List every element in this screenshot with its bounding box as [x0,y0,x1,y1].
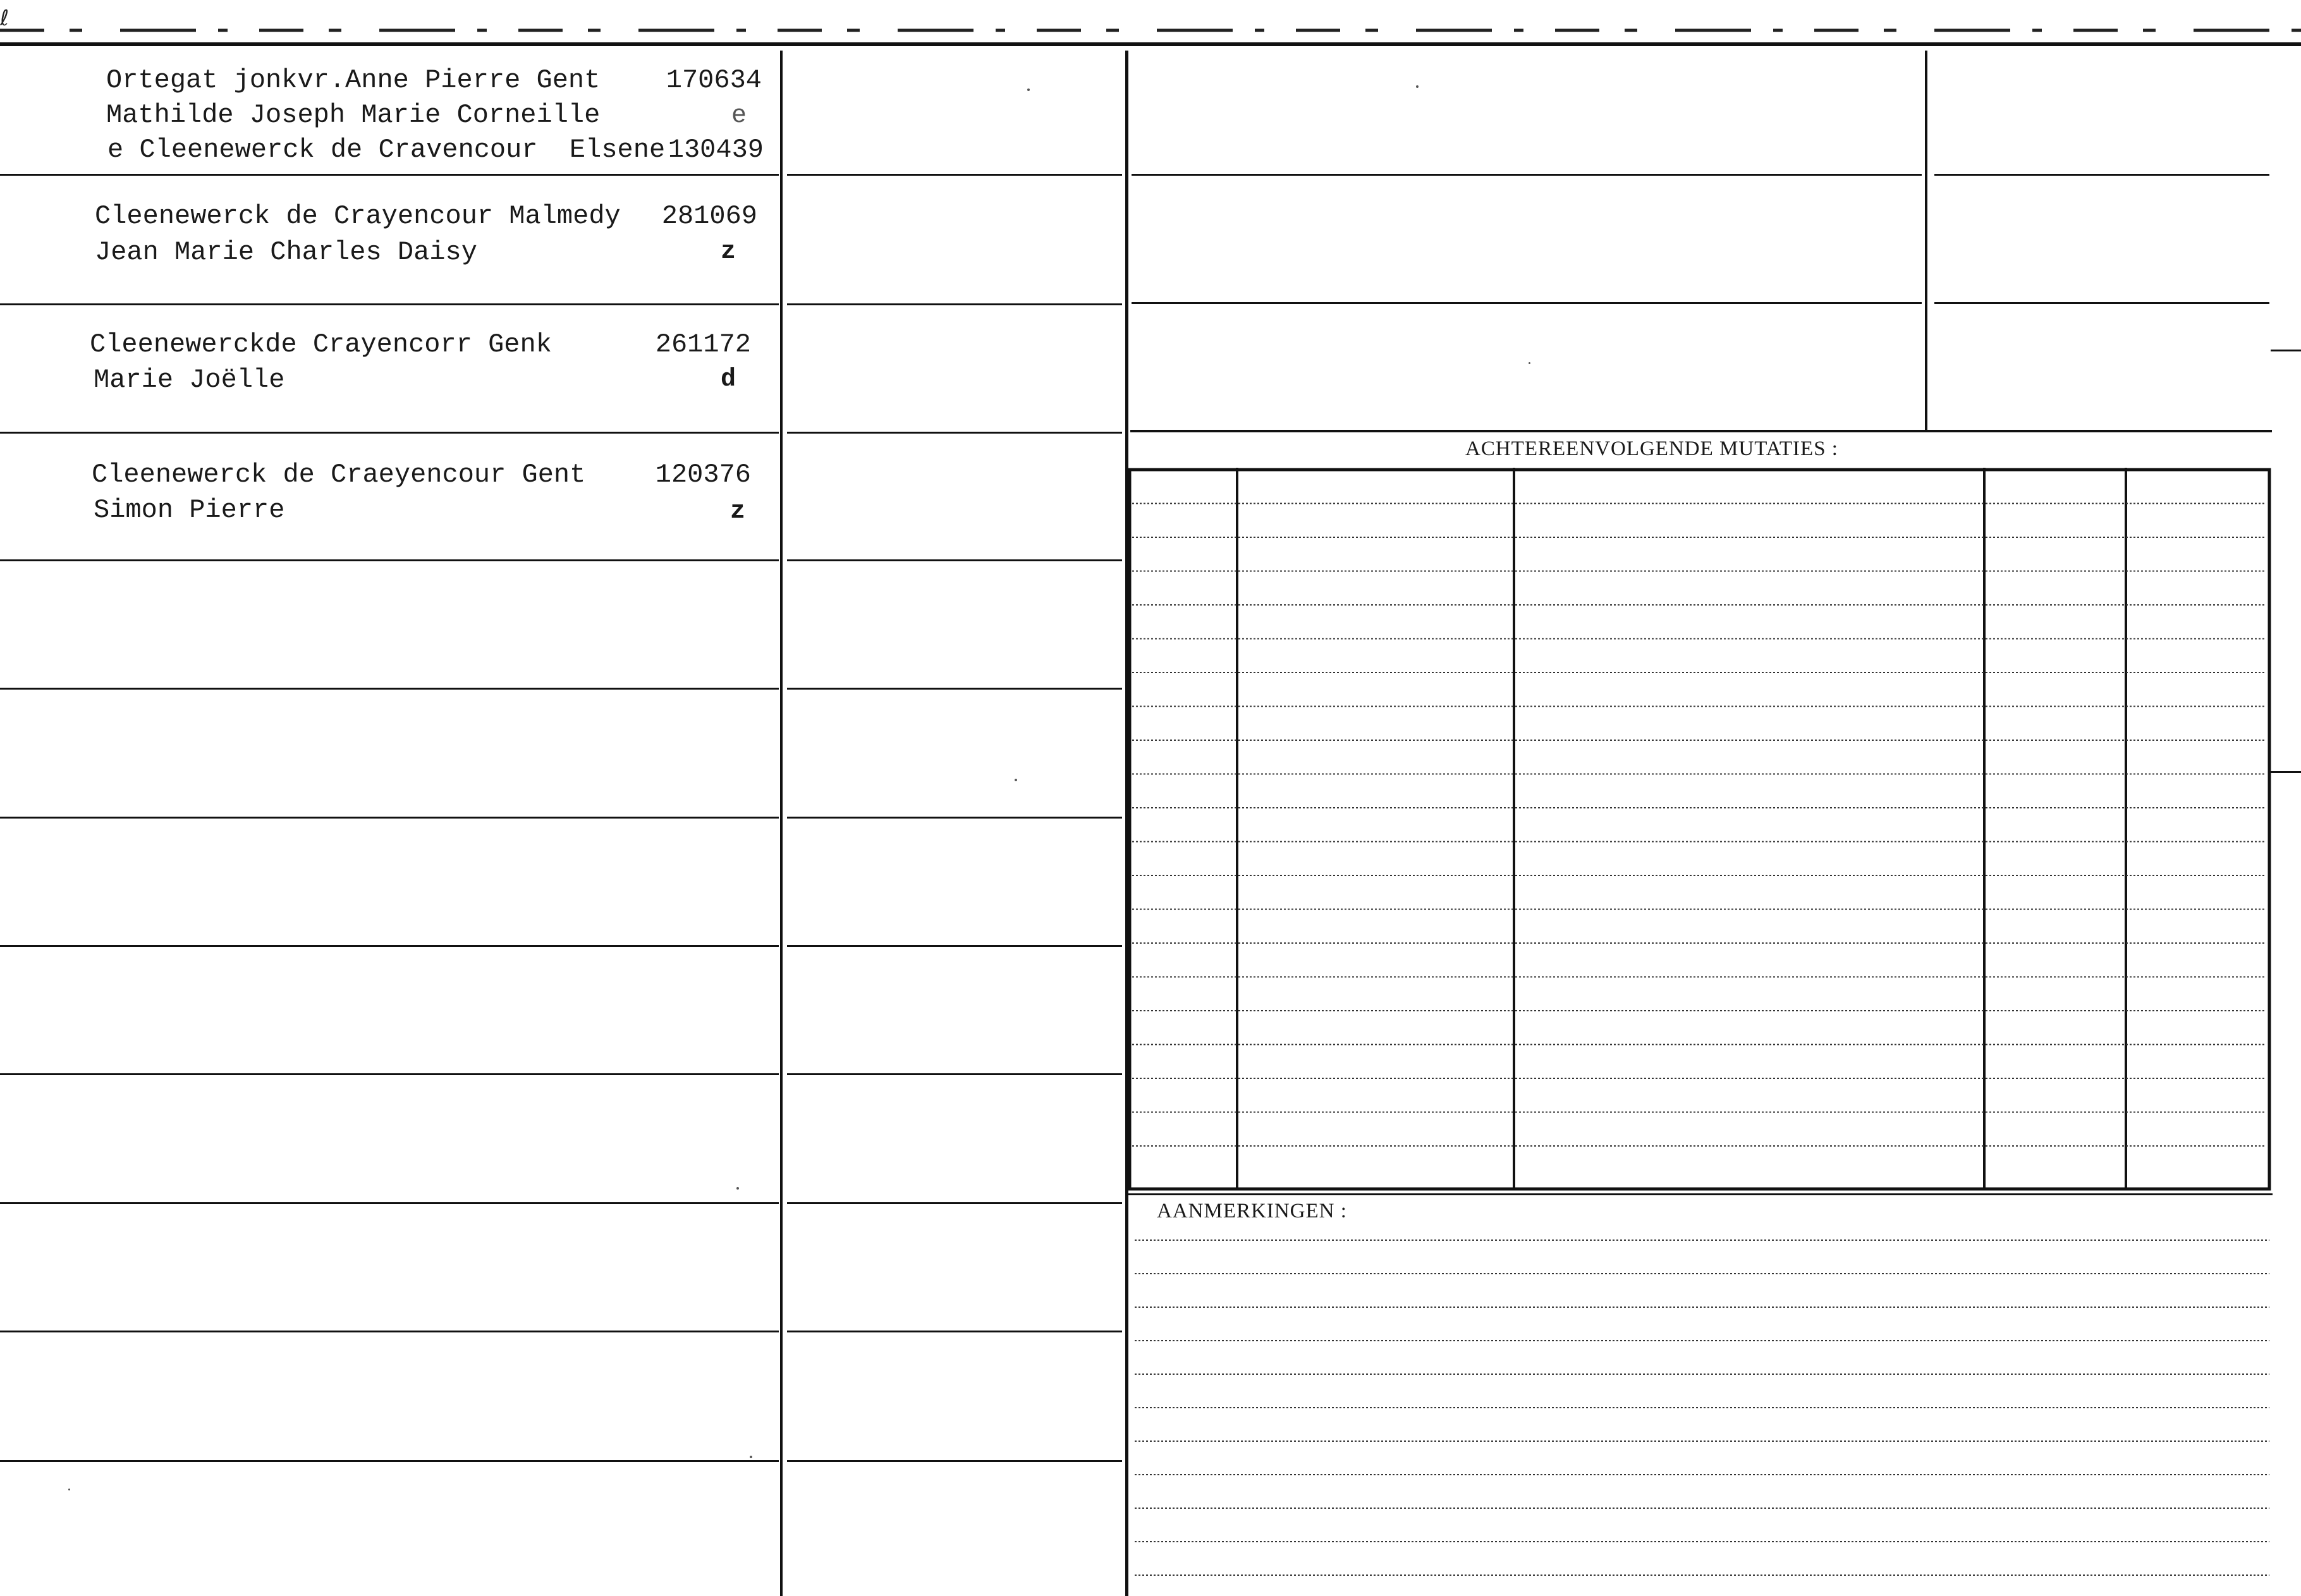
speck [1015,779,1017,781]
mid-rule-4 [787,559,1122,561]
row-rule-5 [0,688,779,690]
record-4-line-2: Simon Pierre [94,495,285,525]
row-rule-8 [0,1073,779,1075]
right-rule-3 [1130,430,2272,432]
record-4-line-1: Cleenewerck de Craeyencour Gent [92,460,586,490]
remarks-top-rule [1128,1193,2273,1195]
row-rule-3 [0,432,779,434]
top-torn-strip [0,0,2301,47]
mid-rule-9 [787,1202,1122,1204]
remarks-heading: AANMERKINGEN : [1157,1200,1347,1222]
mid-rule-1 [787,174,1122,176]
remarks-lines [1135,1233,2273,1596]
row-rule-7 [0,945,779,947]
record-3-line-2: Marie Joëlle [94,365,285,395]
record-2-sex: z [721,238,736,266]
speck [68,1489,70,1490]
record-2-line-1: Cleenewerck de Crayencour Malmedy [95,201,621,231]
row-rule-6 [0,817,779,819]
row-rule-1 [0,174,779,176]
mid-rule-5 [787,688,1122,690]
left-column-divider [780,51,783,1596]
speck [736,1187,739,1190]
right-rule-1 [1132,174,1922,176]
record-1-line-3: e Cleenewerck de Cravencour Elsene [107,135,666,165]
right-rule-2b [1934,302,2269,304]
speck [1529,362,1530,364]
speck [1027,88,1030,91]
record-1-number-3: 130439 [668,135,764,165]
upper-right-divider [1925,51,1927,430]
right-rule-1b [1934,174,2269,176]
mid-rule-3 [787,432,1122,434]
mid-rule-2 [787,303,1122,305]
record-1-line-2: Mathilde Joseph Marie Corneille [106,100,601,130]
record-1-line-1: Ortegat jonkvr.Anne Pierre Gent [106,65,601,95]
row-rule-10 [0,1331,779,1332]
edge-tick-2 [2271,771,2301,773]
edge-tick-1 [2271,350,2301,351]
mutations-heading: ACHTEREENVOLGENDE MUTATIES : [1465,437,1838,460]
mid-rule-11 [787,1460,1122,1462]
row-rule-2 [0,303,779,305]
row-rule-11 [0,1460,779,1462]
record-3-sex: d [721,365,736,394]
right-rule-2 [1132,302,1922,304]
record-1-sex: e [731,102,747,130]
record-3-birthdate: 261172 [655,329,751,360]
mid-rule-8 [787,1073,1122,1075]
speck [750,1456,752,1458]
record-2-birthdate: 281069 [661,201,757,231]
svg-text:ℓ: ℓ [0,6,9,31]
record-4-birthdate: 120376 [655,460,751,490]
mutations-grid [1128,468,2273,1195]
record-1-birthdate: 170634 [666,65,762,95]
record-4-sex: z [730,497,746,526]
row-rule-9 [0,1202,779,1204]
row-rule-4 [0,559,779,561]
record-2-line-2: Jean Marie Charles Daisy [95,237,477,267]
record-3-line-1: Cleenewerckde Crayencorr Genk [90,329,552,360]
speck [1416,85,1419,88]
mid-rule-6 [787,817,1122,819]
mid-rule-7 [787,945,1122,947]
mid-rule-10 [787,1331,1122,1332]
